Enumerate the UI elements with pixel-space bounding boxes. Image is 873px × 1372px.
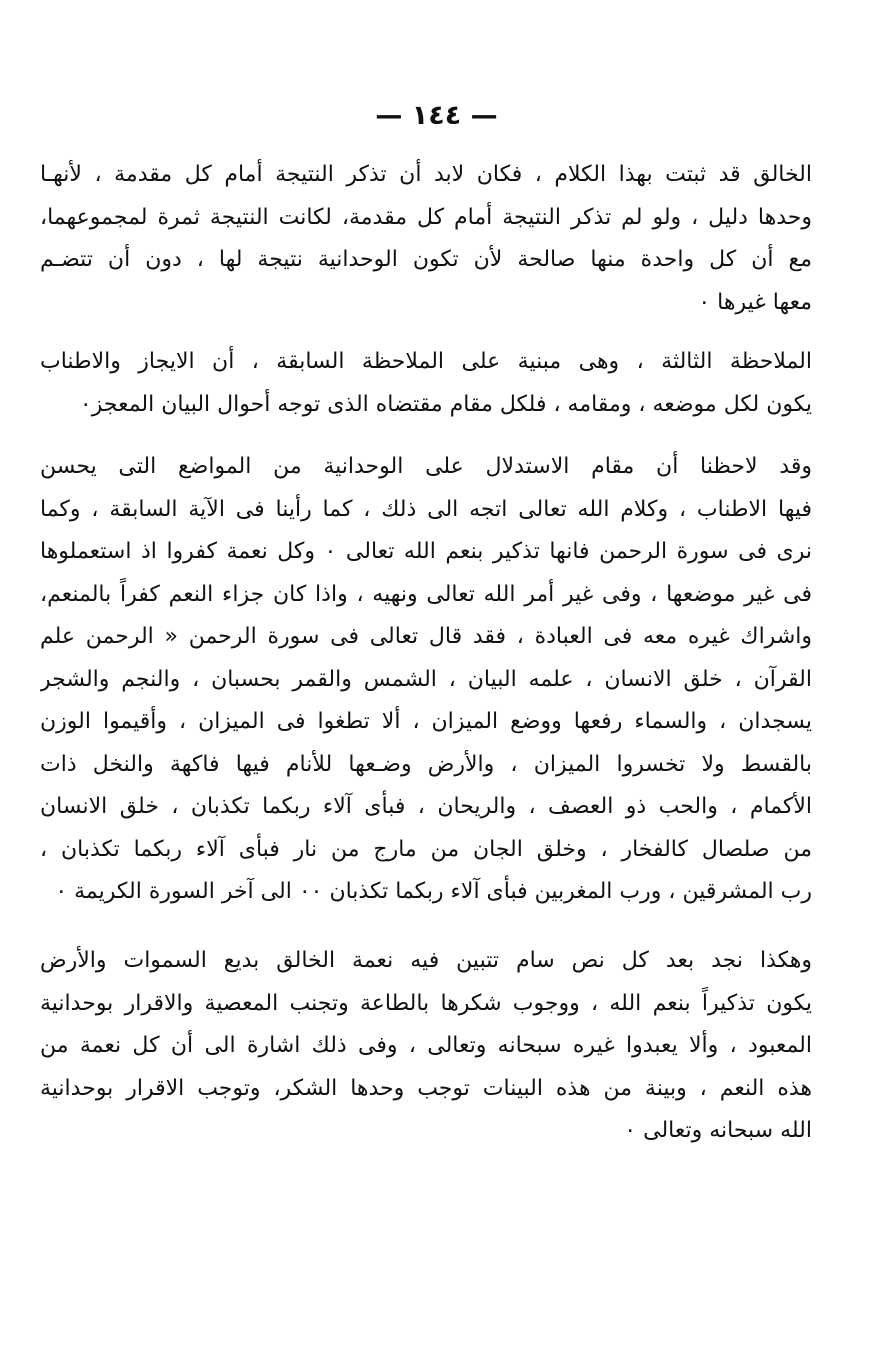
text-line: فيها الاطناب ، وكلام الله تعالى اتجه الى ذلك ، كما رأينا فى الآية السابقة ، وكما <box>40 496 812 522</box>
text-line: مع أن كل واحدة منها صالحة لأن تكون الوحدانية نتيجة لها ، دون أن تتضـم <box>40 247 812 272</box>
text-line: وهكذا نجد بعد كل نص سام تتبين فيه نعمة الخالق بديع السموات والأرض <box>40 948 812 973</box>
text-line: يسجدان ، والسماء رفعها ووضع الميزان ، ألا تطغوا فى الميزان ، وأقيموا الوزن <box>40 709 812 734</box>
text-line: من صلصال كالفخار ، وخلق الجان من مارج من نار فبأى آلاء ربكما تكذبان ، <box>40 836 812 862</box>
text-line: بالقسط ولا تخسروا الميزان ، والأرض وضـعها للأنام فيها فاكهة والنخل ذات <box>40 751 812 777</box>
text-line: رب المشرقين ، ورب المغربين فبأى آلاء ربكما تكذبان ٠٠ الى آخر السورة الكريمة ٠ <box>55 879 812 904</box>
paragraph-1 <box>40 154 812 324</box>
paragraph-4 <box>40 940 812 1153</box>
text-line: يكون لكل موضعه ، ومقامه ، فلكل مقام مقتضاه الذى توجه أحوال البيان المعجز٠ <box>79 391 812 417</box>
text-line: الله سبحانه وتعالى ٠ <box>624 1118 812 1143</box>
text-line: واشراك غيره معه فى العبادة ، فقد قال تعالى فى سورة الرحمن « الرحمن علم <box>40 624 812 649</box>
text-line: وقد لاحظنا أن مقام الاستدلال على الوحدانية من المواضع التى يحسن <box>40 454 812 479</box>
paragraph-2 <box>40 341 812 426</box>
text-line: القرآن ، خلق الانسان ، علمه البيان ، الشمس والقمر بحسبان ، والنجم والشجر <box>40 666 812 692</box>
paragraph-3 <box>40 446 812 914</box>
text-line: الخالق قد ثبتت بهذا الكلام ، فكان لابد أن تذكر النتيجة أمام كل مقدمة ، لأنهـا <box>40 162 812 187</box>
text-line: هذه النعم ، وبينة من هذه البينات توجب وحدها الشكر، وتوجب الاقرار بوحدانية <box>40 1075 812 1101</box>
text-line: الأكمام ، والحب ذو العصف ، والريحان ، فبأى آلاء ربكما تكذبان ، خلق الانسان <box>40 794 812 819</box>
text-line: معها غيرها ٠ <box>698 289 812 315</box>
text-line: المعبود ، وألا يعبدوا غيره سبحانه وتعالى ، وفى ذلك اشارة الى أن كل نعمة من <box>40 1033 812 1058</box>
text-line: الملاحظة الثالثة ، وهى مبنية على الملاحظة السابقة ، أن الايجاز والاطناب <box>40 349 812 374</box>
text-line: وحدها دليل ، ولو لم تذكر النتيجة أمام كل مقدمة، لكانت النتيجة ثمرة لمجموعهما، <box>40 204 812 230</box>
text-line: فى غير موضعها ، وفى غير أمر الله تعالى ونهيه ، واذا كان جزاء النعم كفراً بالمنعم، <box>40 581 812 607</box>
text-line: نرى فى سورة الرحمن فانها تذكير بنعم الله تعالى ٠ وكل نعمة كفروا اذ استعملوها <box>40 539 812 564</box>
page-number: — ١٤٤ — <box>375 100 498 131</box>
text-line: يكون تذكيراً بنعم الله ، ووجوب شكرها بالطاعة وتجنب المعصية والاقرار بوحدانية <box>40 990 812 1016</box>
